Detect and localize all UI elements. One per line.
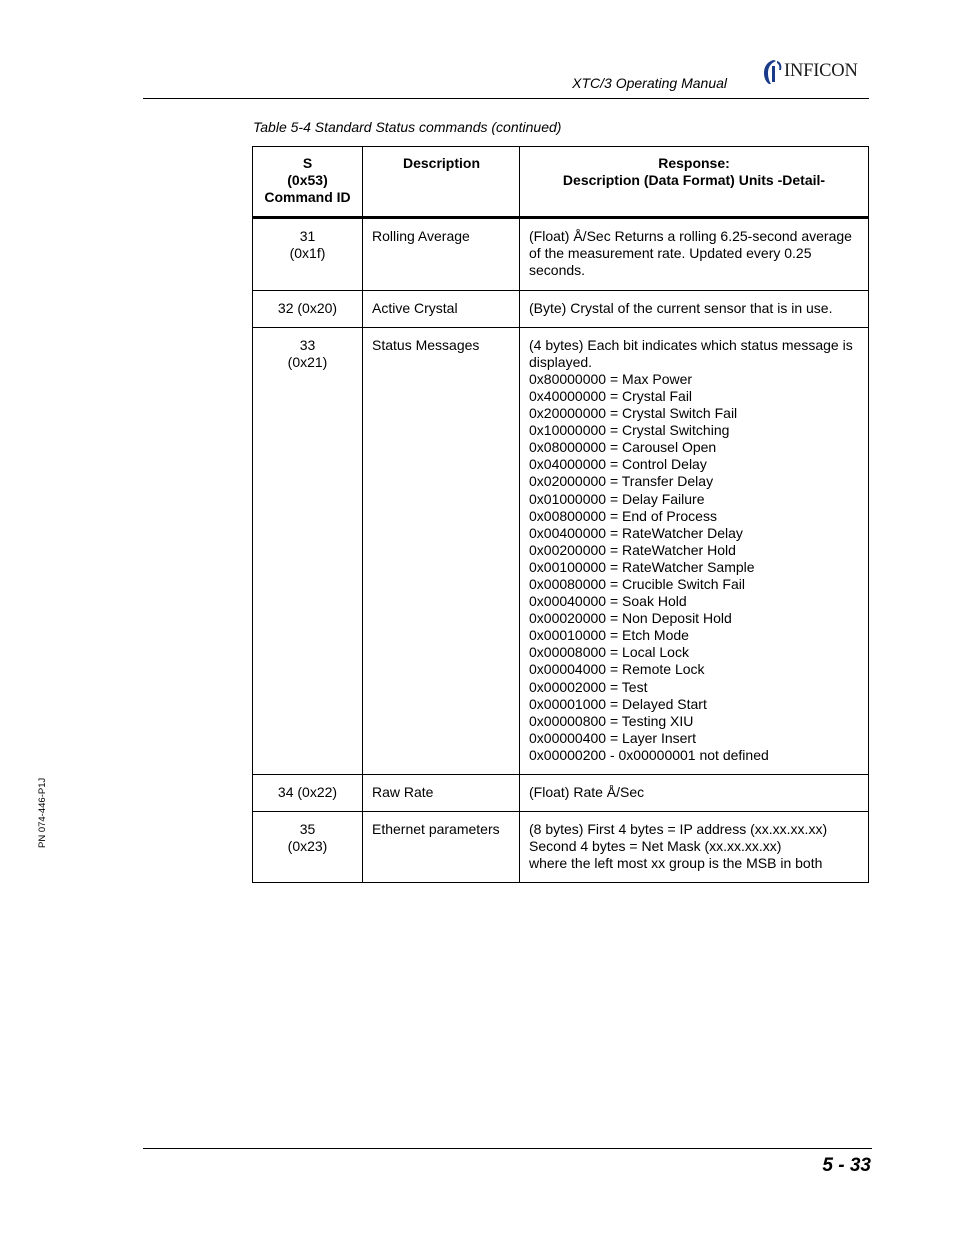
response-line: 0x04000000 = Control Delay (529, 456, 707, 473)
response-cell (520, 775, 869, 812)
footer-rule (143, 1148, 872, 1149)
inficon-logo-mark-icon (760, 58, 784, 86)
command-id-cell: 31 (0x1f) (253, 218, 363, 290)
response-line: 0x00400000 = RateWatcher Delay (529, 524, 743, 541)
header-command-id: S (0x53) Command ID (253, 147, 363, 218)
header-response: Response: Description (Data Format) Units -Detail- (520, 147, 869, 218)
part-number-label: PN 074-446-P1J (37, 777, 48, 848)
response-line: 0x00200000 = RateWatcher Hold (529, 541, 736, 558)
response-line: (Float) Rate Å/Sec (529, 784, 645, 800)
status-commands-table (252, 146, 869, 883)
table-row (253, 775, 869, 812)
description-cell: Active Crystal (363, 290, 520, 327)
header-rule (143, 98, 869, 99)
response-line: where the left most xx group is the MSB in both (529, 855, 823, 872)
table-row (253, 290, 869, 327)
response-line: 0x00010000 = Etch Mode (529, 627, 689, 644)
response-line: 0x00001000 = Delayed Start (529, 695, 707, 712)
response-line: Second 4 bytes = Net Mask (xx.xx.xx.xx) (529, 838, 782, 855)
response-line: 0x02000000 = Transfer Delay (529, 473, 714, 490)
response-line: (Float) Å/Sec Returns a rolling 6.25-second average of the measurement rate. Updated every 0.25 seconds. (529, 228, 852, 279)
response-line: 0x00040000 = Soak Hold (529, 593, 687, 610)
response-line: 0x00020000 = Non Deposit Hold (529, 610, 732, 627)
response-cell (520, 218, 869, 290)
response-line: 0x00008000 = Local Lock (529, 644, 689, 661)
table-row (253, 218, 869, 290)
command-id-cell: 34 (0x22) (253, 775, 363, 812)
response-line: 0x08000000 = Carousel Open (529, 439, 717, 456)
response-line: 0x00000800 = Testing XIU (529, 712, 694, 729)
response-line: 0x00000200 - 0x00000001 not defined (529, 746, 769, 763)
response-line: 0x40000000 = Crystal Fail (529, 387, 693, 404)
response-cell (520, 290, 869, 327)
page-number: 5 - 33 (822, 1155, 871, 1176)
description-cell: Raw Rate (363, 775, 520, 812)
response-line: 0x80000000 = Max Power (529, 370, 693, 387)
logo-wordmark: INFICON (784, 61, 858, 81)
command-id-cell: 33 (0x21) (253, 327, 363, 774)
description-cell: Status Messages (363, 327, 520, 774)
response-line: 0x00080000 = Crucible Switch Fail (529, 575, 745, 592)
description-cell: Rolling Average (363, 218, 520, 290)
response-line: 0x00100000 = RateWatcher Sample (529, 558, 755, 575)
inficon-logo (760, 58, 875, 86)
response-line: 0x00004000 = Remote Lock (529, 661, 705, 678)
response-line: 0x20000000 = Crystal Switch Fail (529, 405, 738, 422)
response-line: 0x01000000 = Delay Failure (529, 490, 705, 507)
command-id-cell: 32 (0x20) (253, 290, 363, 327)
command-id-cell: 35 (0x23) (253, 812, 363, 883)
response-cell (520, 327, 869, 774)
description-cell: Ethernet parameters (363, 812, 520, 883)
response-line: 0x00000400 = Layer Insert (529, 729, 696, 746)
response-cell (520, 812, 869, 883)
table-caption: Table 5-4 Standard Status commands (continued) (253, 119, 562, 135)
response-line: (8 bytes) First 4 bytes = IP address (xx.xx.xx.xx) (529, 821, 828, 838)
header-description: Description (363, 147, 520, 218)
running-header-title: XTC/3 Operating Manual (572, 75, 727, 91)
response-line: 0x00800000 = End of Process (529, 507, 717, 524)
table-header-row (253, 147, 869, 218)
response-line: (Byte) Crystal of the current sensor that is in use. (529, 299, 833, 316)
response-line: (4 bytes) Each bit indicates which status message is displayed. (529, 336, 853, 370)
table-row (253, 327, 869, 774)
table-row (253, 812, 869, 883)
response-line: 0x00002000 = Test (529, 678, 648, 695)
response-line: 0x10000000 = Crystal Switching (529, 422, 730, 439)
